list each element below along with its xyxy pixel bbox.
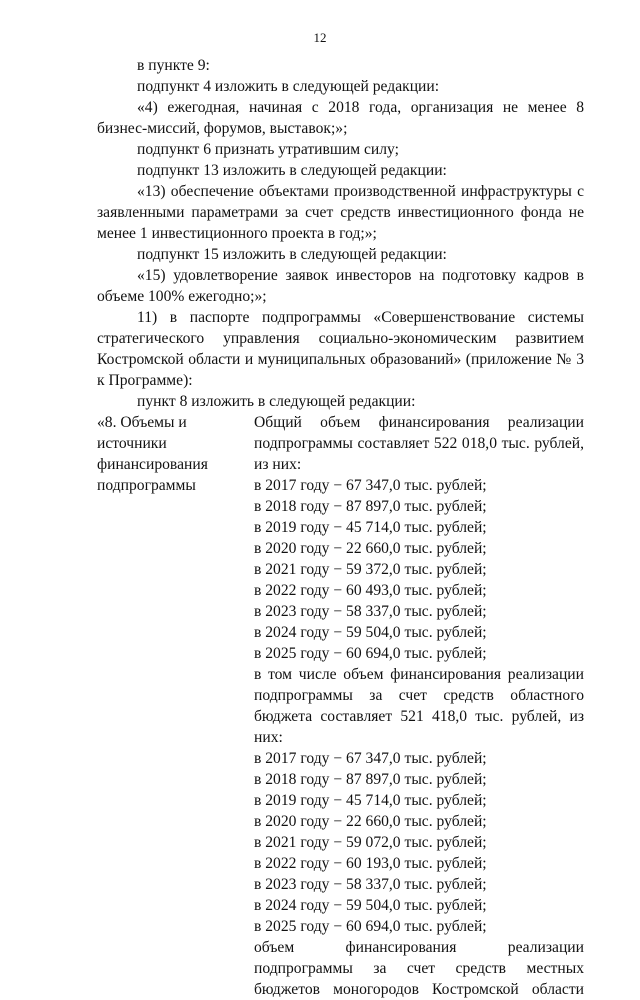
intro-paragraph: пункт 8 изложить в следующей редакции:: [137, 393, 416, 410]
total-years-list: [254, 475, 584, 664]
year-line: в 2025 году − 60 694,0 тыс. рублей;: [254, 918, 487, 935]
intro-paragraph: «4) ежегодная, начиная с 2018 года, организация не менее 8 бизнес-миссий, форумов, выставок;»;: [97, 99, 584, 137]
year-line: в 2022 году − 60 193,0 тыс. рублей;: [254, 855, 487, 872]
regional-years-list: [254, 748, 584, 937]
regional-financing-text: в том числе объем финансирования реализации подпрограммы за счет средств областного бюджета составляет 521 418,0 тыс. рублей, из них:: [254, 666, 584, 746]
left-line: подпрограммы: [97, 477, 196, 494]
intro-paragraph: подпункт 4 изложить в следующей редакции:: [137, 78, 440, 95]
year-line: в 2025 году − 60 694,0 тыс. рублей;: [254, 645, 487, 662]
year-line: в 2018 году − 87 897,0 тыс. рублей;: [254, 771, 487, 788]
intro-paragraph: подпункт 15 изложить в следующей редакции:: [137, 246, 447, 263]
year-line: в 2019 году − 45 714,0 тыс. рублей;: [254, 792, 487, 809]
intro-paragraph: подпункт 13 изложить в следующей редакции:: [137, 162, 447, 179]
intro-paragraph: в пункте 9:: [137, 57, 210, 74]
year-line: в 2024 году − 59 504,0 тыс. рублей;: [254, 624, 487, 641]
local-financing-text: объем финансирования реализации подпрограммы за счет средств местных бюджетов моногородов Костромской области: [254, 939, 584, 998]
intro-paragraphs: [97, 55, 584, 412]
page-number: 12: [313, 30, 327, 45]
left-line: источники: [97, 435, 167, 452]
year-line: в 2022 году − 60 493,0 тыс. рублей;: [254, 582, 487, 599]
table-left-column: [97, 412, 254, 1000]
left-line: финансирования: [97, 456, 208, 473]
document-body: [97, 55, 584, 1000]
year-line: в 2019 году − 45 714,0 тыс. рублей;: [254, 519, 487, 536]
year-line: в 2024 году − 59 504,0 тыс. рублей;: [254, 897, 487, 914]
year-line: в 2018 году − 87 897,0 тыс. рублей;: [254, 498, 487, 515]
left-line: «8. Объемы и: [97, 414, 187, 431]
year-line: в 2021 году − 59 372,0 тыс. рублей;: [254, 561, 487, 578]
intro-paragraph: подпункт 6 признать утратившим силу;: [137, 141, 399, 158]
intro-paragraph: 11) в паспорте подпрограммы «Совершенствование системы стратегического управления социально-экономическим развитием Костромской области и муниципальных образований» (приложение № 3 к Программе):: [97, 309, 584, 389]
year-line: в 2017 году − 67 347,0 тыс. рублей;: [254, 750, 487, 767]
total-financing-text: Общий объем финансирования реализации подпрограммы составляет 522 018,0 тыс. рублей, из них:: [254, 414, 584, 473]
year-line: в 2021 году − 59 072,0 тыс. рублей;: [254, 834, 487, 851]
intro-paragraph: «15) удовлетворение заявок инвесторов на подготовку кадров в объеме 100% ежегодно;»;: [97, 267, 584, 305]
intro-paragraph: «13) обеспечение объектами производственной инфраструктуры с заявленными параметрами за счет средств инвестиционного фонда не менее 1 инвестиционного проекта в год;»;: [97, 183, 584, 242]
financing-table: [97, 412, 584, 1000]
year-line: в 2023 году − 58 337,0 тыс. рублей;: [254, 603, 487, 620]
year-line: в 2017 году − 67 347,0 тыс. рублей;: [254, 477, 487, 494]
year-line: в 2020 году − 22 660,0 тыс. рублей;: [254, 813, 487, 830]
year-line: в 2023 году − 58 337,0 тыс. рублей;: [254, 876, 487, 893]
year-line: в 2020 году − 22 660,0 тыс. рублей;: [254, 540, 487, 557]
table-right-column: [254, 412, 584, 1000]
